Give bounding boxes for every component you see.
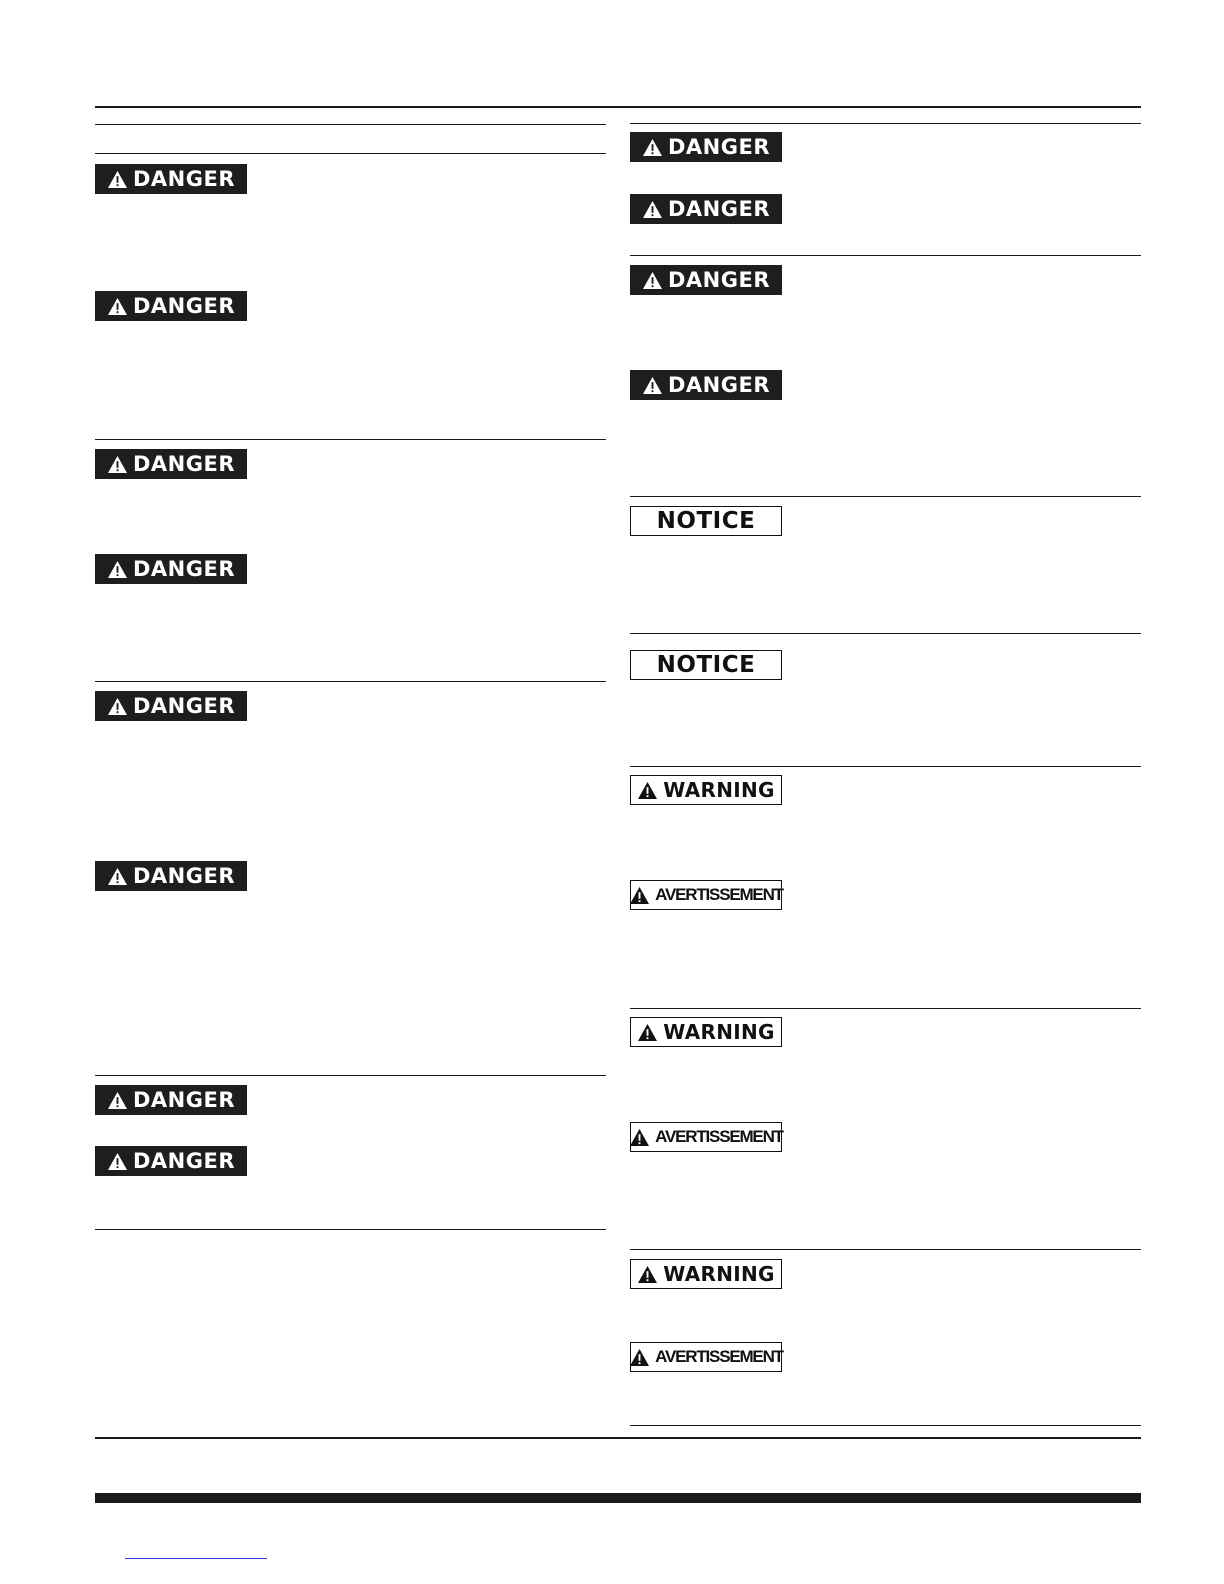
warning-triangle-icon — [637, 781, 658, 800]
danger-badge — [95, 554, 247, 584]
danger-badge — [95, 1146, 247, 1176]
danger-label: DANGER — [132, 557, 235, 581]
left-section-rule — [95, 681, 606, 682]
warning-triangle-icon — [629, 1348, 650, 1367]
right-section-rule — [630, 255, 1141, 256]
danger-label: DANGER — [132, 1149, 235, 1173]
warning-triangle-icon — [637, 1265, 658, 1284]
warning-triangle-icon — [107, 170, 128, 189]
left-section-rule — [95, 439, 606, 440]
avertissement-label: AVERTISSEMENT — [655, 1347, 783, 1366]
danger-badge — [95, 691, 247, 721]
danger-label: DANGER — [132, 294, 235, 318]
warning-triangle-icon — [107, 455, 128, 474]
warning-triangle-icon — [107, 1091, 128, 1110]
danger-label: DANGER — [667, 135, 770, 159]
notice-badge — [630, 506, 782, 536]
avertissement-label: AVERTISSEMENT — [655, 1127, 783, 1146]
notice-badge — [630, 650, 782, 680]
warning-triangle-icon — [642, 376, 663, 395]
warning-triangle-icon — [107, 560, 128, 579]
notice-label: NOTICE — [656, 508, 756, 534]
right-section-rule — [630, 1249, 1141, 1250]
danger-badge — [630, 265, 782, 295]
danger-label: DANGER — [132, 1088, 235, 1112]
danger-badge — [95, 1085, 247, 1115]
avertissement-badge — [630, 1122, 782, 1152]
danger-label: DANGER — [132, 452, 235, 476]
right-section-rule — [630, 766, 1141, 767]
danger-badge — [95, 164, 247, 194]
warning-triangle-icon — [642, 200, 663, 219]
avertissement-label: AVERTISSEMENT — [655, 885, 783, 904]
warning-label: WARNING — [663, 778, 775, 802]
notice-label: NOTICE — [656, 652, 756, 678]
warning-badge — [630, 775, 782, 805]
danger-label: DANGER — [132, 167, 235, 191]
warning-triangle-icon — [629, 886, 650, 905]
right-section-rule — [630, 123, 1141, 124]
warning-triangle-icon — [642, 138, 663, 157]
warning-label: WARNING — [663, 1262, 775, 1286]
warning-badge — [630, 1259, 782, 1289]
warning-triangle-icon — [107, 697, 128, 716]
warning-triangle-icon — [642, 271, 663, 290]
warning-triangle-icon — [107, 1152, 128, 1171]
right-section-rule — [630, 633, 1141, 634]
danger-label: DANGER — [667, 197, 770, 221]
danger-badge — [630, 370, 782, 400]
danger-badge — [95, 861, 247, 891]
danger-badge — [630, 132, 782, 162]
warning-triangle-icon — [107, 867, 128, 886]
danger-badge — [630, 194, 782, 224]
danger-badge — [95, 291, 247, 321]
left-section-rule — [95, 1075, 606, 1076]
right-section-rule — [630, 496, 1141, 497]
warning-triangle-icon — [637, 1023, 658, 1042]
right-section-rule — [630, 1425, 1141, 1426]
left-section-rule — [95, 153, 606, 154]
warning-label: WARNING — [663, 1020, 775, 1044]
danger-label: DANGER — [667, 373, 770, 397]
top-rule — [95, 106, 1141, 108]
warning-triangle-icon — [629, 1128, 650, 1147]
danger-label: DANGER — [667, 268, 770, 292]
warning-triangle-icon — [107, 297, 128, 316]
left-section-rule — [95, 124, 606, 125]
footer-bar — [95, 1493, 1141, 1503]
bottom-rule — [95, 1437, 1141, 1439]
danger-badge — [95, 449, 247, 479]
left-section-rule — [95, 1229, 606, 1230]
avertissement-badge — [630, 1342, 782, 1372]
avertissement-badge — [630, 880, 782, 910]
footer-link-underline — [125, 1558, 267, 1559]
right-section-rule — [630, 1008, 1141, 1009]
danger-label: DANGER — [132, 694, 235, 718]
warning-badge — [630, 1017, 782, 1047]
danger-label: DANGER — [132, 864, 235, 888]
